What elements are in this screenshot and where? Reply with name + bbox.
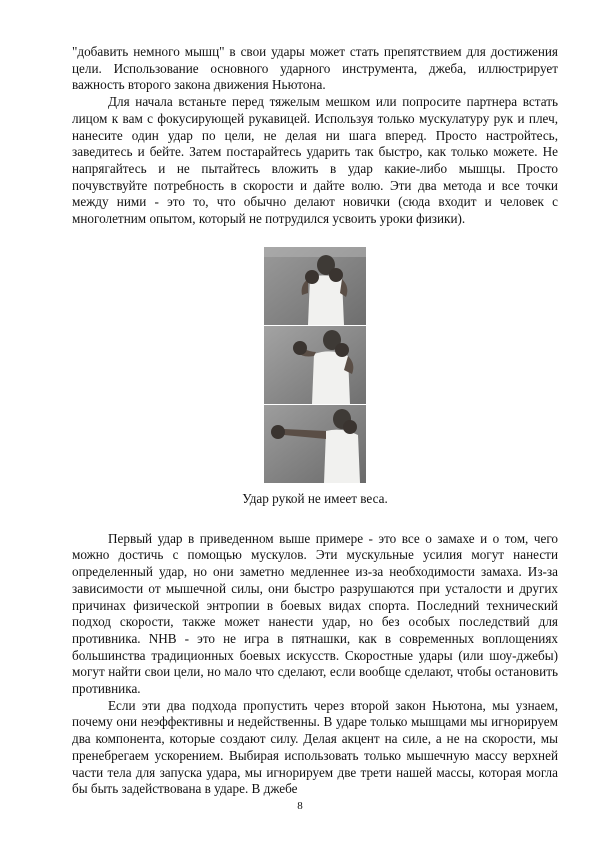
figure xyxy=(72,247,558,507)
boxer-guard-image xyxy=(264,247,366,325)
boxer-jab-image xyxy=(264,405,366,483)
photo-frame-arm-extended xyxy=(264,405,366,483)
paragraph-4: Если эти два подхода пропустить через второй закон Ньютона, мы узнаем, почему они неэффективны и недейственны. В ударе только мышцами мы игнорируем два компонента, которые создают силу. Делая акцент на силе, а не на скорости, мы пренебрегаем ускорением. Выбирая использовать только мышечную массу верхней части тела для запуска удара, мы игнорируем две трети нашей массы, которая могла бы быть задействована в ударе. В джебе xyxy=(72,697,558,797)
figure-caption: Удар рукой не имеет веса. xyxy=(242,490,388,506)
page-body xyxy=(72,44,558,798)
paragraph-3: Первый удар в приведенном выше примере - это все о замахе и о том, чего можно достичь с помощью мускулов. Эти мускульные усилия могут нанести определенный удар, но они заметно медленнее из-за необходимости замаха. Из-за зависимости от мышечной силы, они быстро разрушаются при усталости и других причинах физической энтропии в боевых видах спорта. Последний технический подход скорости, также может нанести удар, но без особых последствий для противника. NHB - это не игра в пятнашки, как в современных воплощениях большинства традиционных боевых искусств. Скоростные удары (или шоу-джебы) могут найти свои цели, но мало что сделают, если вообще сделают, чтобы остановить противника. xyxy=(72,530,558,697)
paragraph-1: "добавить немного мышц" в свои удары может стать препятствием для достижения цели. Использование основного ударного инструмента, джеба, иллюстрирует важность второго закона движения Ньютона. xyxy=(72,44,558,93)
boxer-photo-sequence xyxy=(264,247,366,483)
paragraph-2: Для начала встаньте перед тяжелым мешком или попросите партнера встать лицом к вам с фокусирующей рукавицей. Используя только мускулатуру рук и плеч, нанесите один удар по цели, не делая ни шага вперед. Просто настройтесь, заведитесь и бейте. Затем постарайтесь ударить так быстро, как только можете. Не напрягайтесь и не пытайтесь вложить в удар какие-либо мышцы. Просто почувствуйте потребность в скорости и дайте волю. Эти два метода и все точки между ними - это то, что обычно делают новички (сюда входит и человек с многолетним опытом, который не потрудился усвоить уроки физики). xyxy=(72,94,558,227)
photo-frame-guard-stance xyxy=(264,247,366,325)
page-number: 8 xyxy=(297,800,303,812)
boxer-chamber-image xyxy=(264,326,366,404)
photo-frame-punch-chamber xyxy=(264,326,366,404)
